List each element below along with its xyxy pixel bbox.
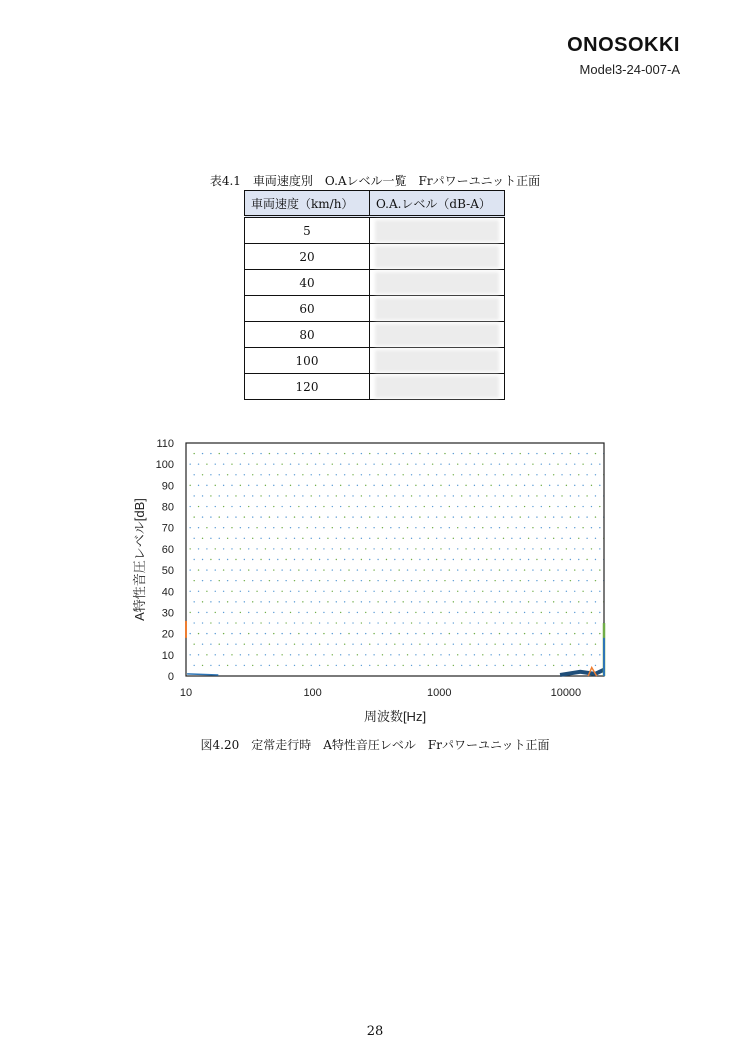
table-caption: 表4.1 車両速度別 O.Aレベル一覧 Frパワーユニット正面 xyxy=(209,174,541,188)
x-axis-label: 周波数[Hz] xyxy=(363,709,427,724)
y-tick-label: 70 xyxy=(161,522,174,535)
redacted-value xyxy=(375,272,499,294)
table-row xyxy=(245,244,505,270)
y-axis-label: A特性音圧レベル[dB] xyxy=(132,498,147,621)
y-tick-label: 80 xyxy=(161,501,174,514)
y-tick-label: 90 xyxy=(161,480,174,493)
speed-cell: 100 xyxy=(245,348,370,374)
y-tick-label: 20 xyxy=(161,628,174,641)
table-row xyxy=(245,270,505,296)
oa-level-table xyxy=(244,190,505,400)
table-row xyxy=(245,374,505,400)
grid-dots xyxy=(189,453,604,666)
figure-caption: 図4.20 定常走行時 A特性音圧レベル Frパワーユニット正面 xyxy=(200,738,550,752)
table-row xyxy=(245,322,505,348)
level-cell xyxy=(370,244,505,270)
y-tick-label: 100 xyxy=(155,459,174,472)
x-tick-label: 1000 xyxy=(427,687,452,699)
y-tick-label: 0 xyxy=(167,671,174,683)
level-cell xyxy=(370,270,505,296)
y-tick-label: 40 xyxy=(161,586,174,599)
header-speed: 車両速度（km/h） xyxy=(245,191,370,217)
x-tick-label: 10 xyxy=(179,687,193,699)
speed-cell: 60 xyxy=(245,296,370,322)
redacted-value xyxy=(375,350,499,372)
level-cell xyxy=(370,217,505,244)
redacted-value xyxy=(375,324,499,346)
speed-cell: 80 xyxy=(245,322,370,348)
level-cell xyxy=(370,348,505,374)
series-line xyxy=(560,670,604,675)
speed-cell: 20 xyxy=(245,244,370,270)
speed-cell: 5 xyxy=(245,217,370,244)
x-tick-label: 100 xyxy=(303,687,322,699)
redacted-value xyxy=(375,298,499,320)
level-cell xyxy=(370,322,505,348)
redacted-value xyxy=(375,246,499,268)
series-line xyxy=(187,674,218,675)
speed-cell: 120 xyxy=(245,374,370,400)
table-header-row xyxy=(245,191,505,217)
speed-cell: 40 xyxy=(245,270,370,296)
y-tick-label: 60 xyxy=(161,543,174,556)
company-logo: ONOSOKKI xyxy=(567,34,680,56)
model-number: Model3-24-007-A xyxy=(579,62,680,77)
page-number: 28 xyxy=(366,1024,384,1039)
y-tick-label: 10 xyxy=(161,649,174,662)
redacted-value xyxy=(375,220,499,242)
y-tick-label: 50 xyxy=(161,565,174,578)
y-tick-label: 30 xyxy=(161,607,174,620)
table-row xyxy=(245,296,505,322)
level-cell xyxy=(370,296,505,322)
header-level: O.A.レベル（dB-A） xyxy=(370,191,505,217)
level-cell xyxy=(370,374,505,400)
table-row xyxy=(245,217,505,244)
y-tick-label: 110 xyxy=(156,438,174,450)
spectrum-chart xyxy=(120,430,620,730)
table-row xyxy=(245,348,505,374)
redacted-value xyxy=(375,376,499,398)
x-tick-label: 10000 xyxy=(550,687,582,699)
